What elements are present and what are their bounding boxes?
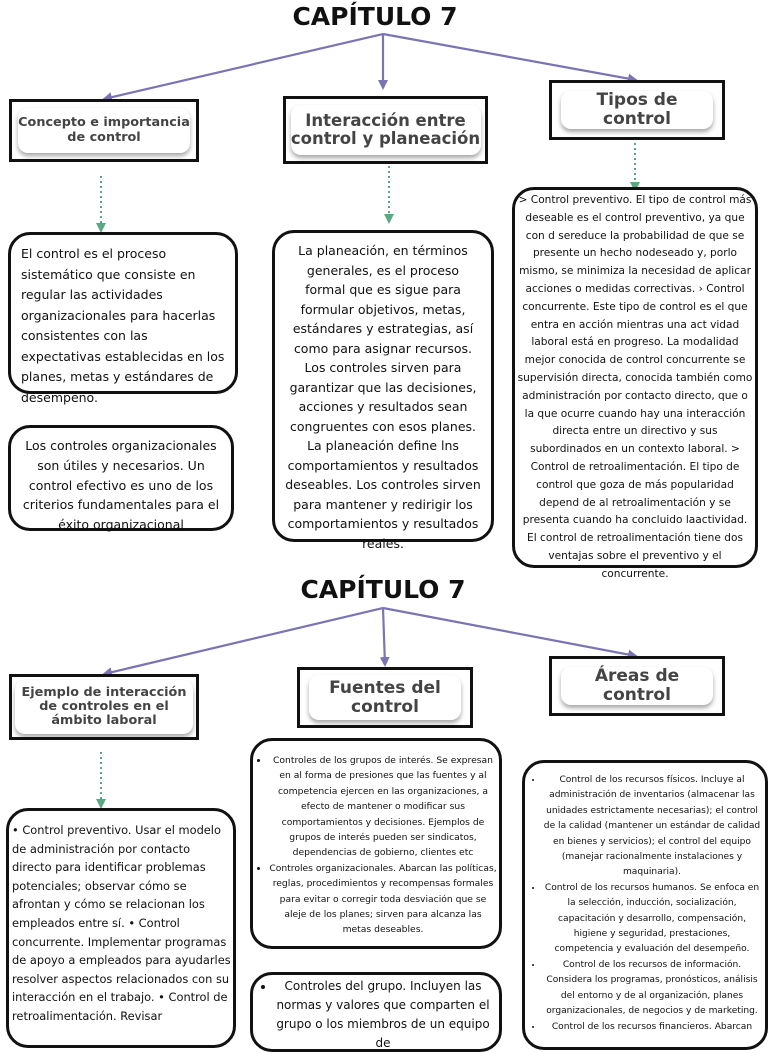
heading-tipos: [549, 80, 725, 140]
section2-title: CAPÍTULO 7: [300, 575, 466, 604]
areas-item: • Control de los recursos físicos. Incluye al administración de inventarios (almacenar las unidades estrictamente necesarias); el control de la calidad (mantener un estándar de calidad en bienes y servicios); el control del equipo (manejar racionalmente instalaciones y maquinaria).: [543, 773, 761, 881]
heading-areas-label: Áreas de control: [561, 667, 713, 705]
fuentes-item: • Controles de los grupos de interés. Se expresan en al forma de presiones que las fuentes y al competencia ejercen en las organizaciones, a efecto de mantener o modificar sus comportamientos y decisiones. Ejemplos de grupos de interés pueden ser sindicatos, dependencias de gobierno, clientes etc: [269, 753, 497, 861]
areas-card: [522, 760, 768, 1050]
interaccion-text: La planeación, en términos generales, es el proceso formal que es sigue para formular objetivos, metas, estándares y estrategias, así como para asignar recursos. Los controles sirven para garantizar que las decisiones, acciones y resultados sean congruentes con esos planes. La planeación define lns comportamientos y resultados deseables. Los controles sirven para mantener y redirigir los comportamientos y resultados reales.: [285, 243, 481, 551]
tipos-card: [512, 187, 758, 580]
fuentes-list: [255, 753, 497, 938]
fuentes-card: [250, 738, 502, 949]
heading-tipos-label: Tipos de control: [561, 91, 713, 129]
areas-list: [529, 773, 761, 1035]
areas-item: • Control de los recursos de información. Considera los programas, pronósticos, análisis del entorno y de al organización, planes organizacionales, de negocios y de marketing.: [543, 958, 761, 1020]
ejemplo-text: • Control preventivo. Usar el modelo de administración por contacto directo para identificar problemas potenciales; observar cómo se afrontan y cómo se relacionan los empleados entre sí. • Control concurrente. Implementar programas de apoyo a empleados para ayudarles resolver aspectos relacionados con su interacción en el trabajo. • Control de retroalimentación. Revisar: [12, 823, 231, 1023]
arrow-to-areas: [383, 608, 636, 656]
areas-item: • Control de los recursos financieros. Abarcan: [543, 1020, 761, 1035]
ejemplo-card: [6, 808, 236, 1048]
concepto-card: [8, 232, 238, 405]
tipos-text: > Control preventivo. El tipo de control más deseable es el control preventivo, ya que con d sereduce la probabilidad de que se presente un hecho nodeseado y, porlo mismo, se minimiza la necesidad de aplicar acciones o medidas correctivas. › Control concurrente. Este tipo de control es el que entra en acción mientras una act vidad laboral está en progreso. La modalidad mejor conocida de control concurrente se supervisión directa, conocida también como administración por contacto directo, que o la que ocurre cuando hay una interacción directa entre un directivo y sus subordinados en un contexto laboral. > Control de retroalimentación. El tipo de control que goza de más popularidad depend de al retroalimentación y se presenta cuando ha concluido laactividad. El control de retroalimentación tiene dos ventajas sobre el preventivo y el concurrente.: [517, 194, 753, 580]
heading-fuentes-label: Fuentes del control: [309, 675, 461, 720]
fuentes-item-2: • Controles del grupo. Incluyen las normas y valores que comparten el grupo o los miembros de un equipo de: [275, 977, 491, 1053]
heading-interaccion-label: Interacción entre control y planeación: [291, 105, 481, 155]
areas-item: • Control de los recursos humanos. Se enfoca en la selección, inducción, socialización, capacitación y desarrollo, compensación, higiene y seguridad, prestaciones, competencia y evaluación del desempeño.: [543, 881, 761, 958]
arrow-to-fuentes: [383, 608, 385, 665]
concepto-text: El control es el proceso sistemático que consiste en regular las actividades organizacionales para hacerlas consistentes con las expectativas establecidas en los planes, metas y estándares de desempeño.: [21, 246, 225, 405]
arrow-to-concepto: [104, 34, 383, 99]
fuentes-list-2: [261, 977, 491, 1053]
heading-fuentes: [297, 667, 473, 728]
fuentes-item: • Controles organizacionales. Abarcan las políticas, reglas, procedimientos y recompensas formales para evitar o corregir toda desviación que se aleje de los planes; sirven para alcanza las metas deseables.: [269, 861, 497, 938]
section1-title: CAPÍTULO 7: [292, 2, 458, 31]
fuentes-card-2: [250, 972, 502, 1052]
arrow-to-ejemplo: [104, 608, 383, 674]
heading-ejemplo: [9, 674, 199, 740]
heading-areas: [549, 656, 725, 716]
heading-concepto-label: Concepto e importancia de control: [18, 108, 190, 153]
arrow-to-tipos: [383, 34, 636, 80]
heading-ejemplo-label: Ejemplo de interacción de controles en el ámbito laboral: [15, 680, 193, 734]
concepto-text-2: Los controles organizacionales son útiles y necesarios. Un control efectivo es uno de los criterios fundamentales para el éxito organizacional: [22, 438, 220, 533]
interaccion-card: [272, 230, 494, 551]
concepto-card-2: [8, 425, 234, 531]
heading-interaccion: [283, 96, 488, 164]
heading-concepto: [9, 99, 199, 162]
